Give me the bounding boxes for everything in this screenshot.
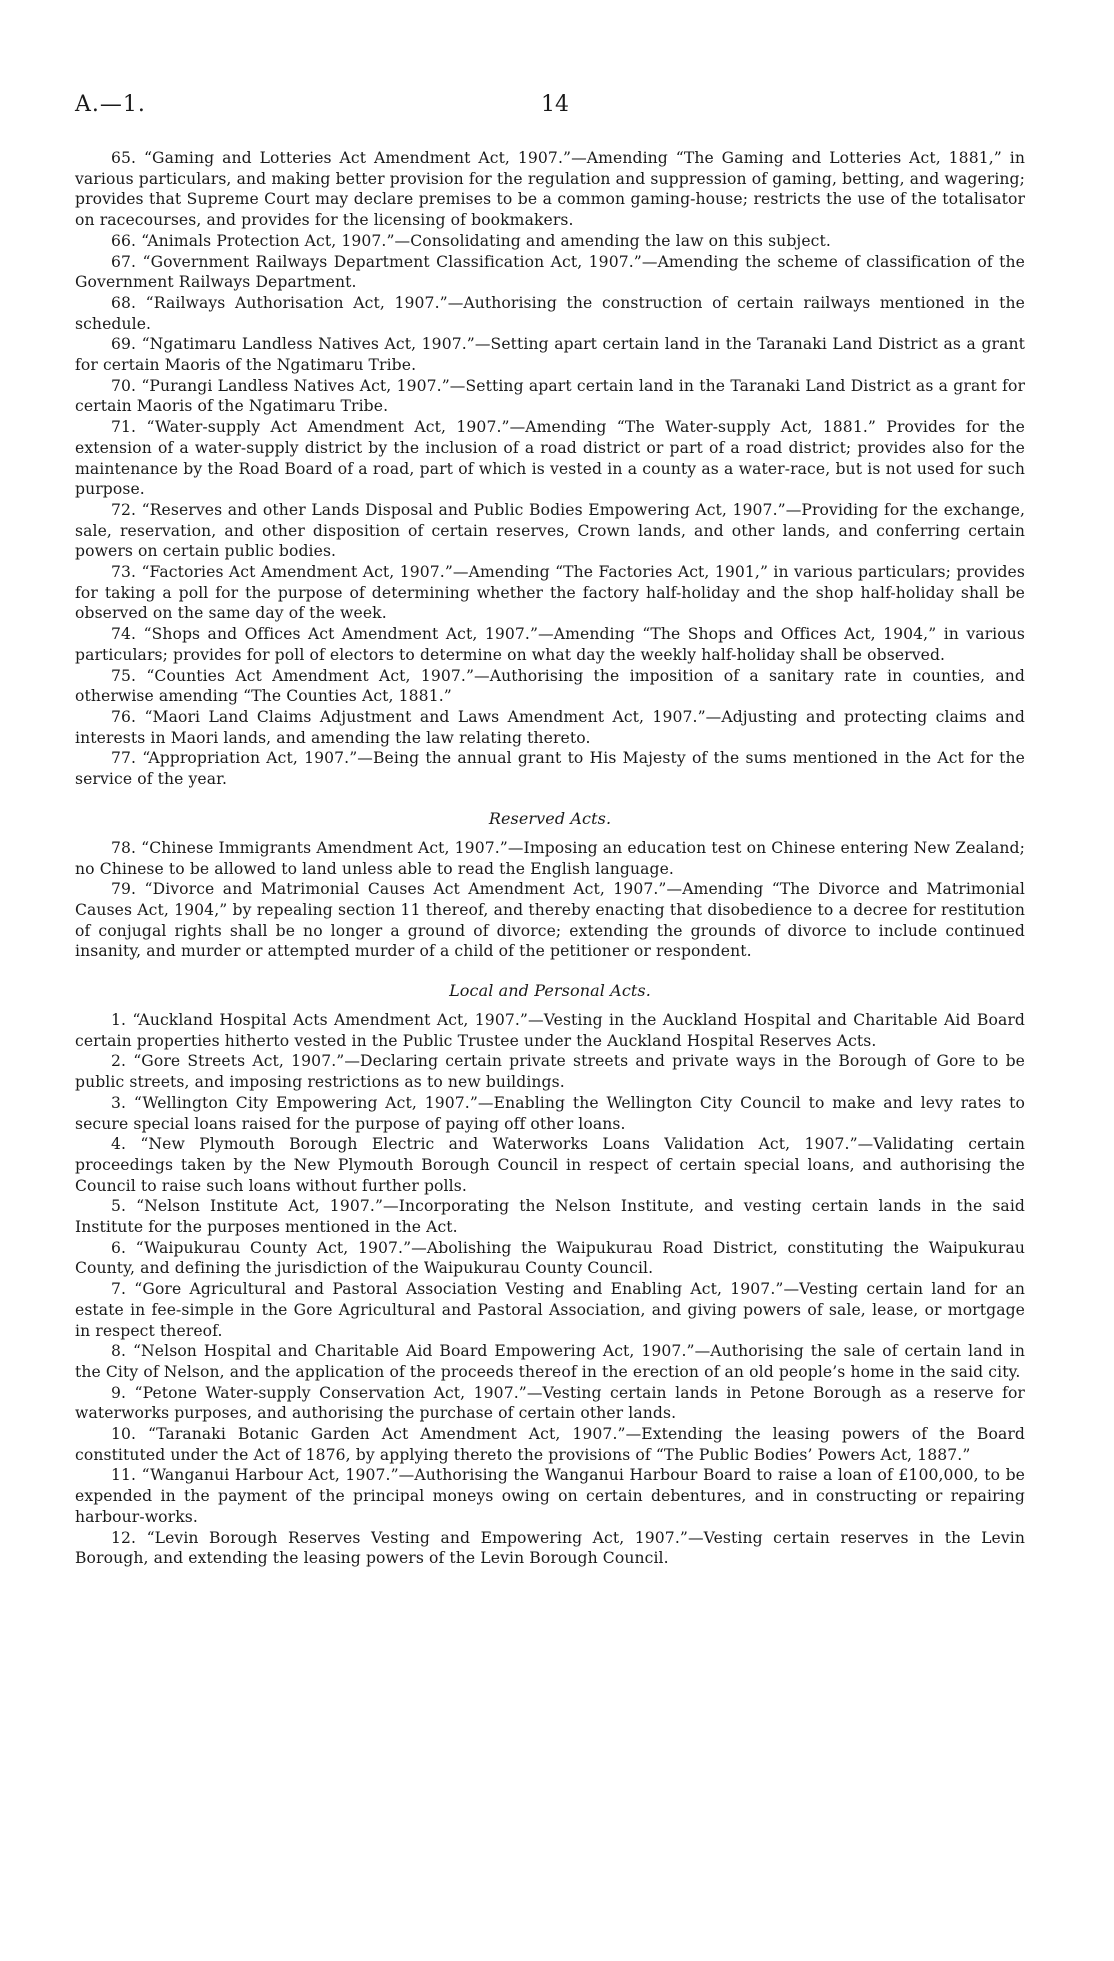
local-personal-acts-heading: Local and Personal Acts.: [449, 981, 651, 1001]
act-paragraph: 77. “Appropriation Act, 1907.”—Being the annual grant to His Majesty of the sums mentioned in the Act for the service of the year.: [75, 749, 1025, 789]
act-paragraph: 75. “Counties Act Amendment Act, 1907.”—Authorising the imposition of a sanitary rate in counties, and otherwise amending “The Counties Act, 1881.”: [75, 666, 1025, 706]
act-paragraph: 68. “Railways Authorisation Act, 1907.”—Authorising the construction of certain railways mentioned in the schedule.: [75, 293, 1025, 333]
page-reference: A.—1.: [75, 92, 146, 117]
act-paragraph: 69. “Ngatimaru Landless Natives Act, 1907.”—Setting apart certain land in the Taranaki Land District as a grant for certain Maoris of the Ngatimaru Tribe.: [75, 335, 1025, 375]
act-paragraph: 73. “Factories Act Amendment Act, 1907.”—Amending “The Factories Act, 1901,” in various particulars; provides for taking a poll for the purpose of determining whether the factory half-holiday and the shop half-holiday shall be observed on the same day of the week.: [75, 563, 1025, 623]
act-paragraph: 78. “Chinese Immigrants Amendment Act, 1907.”—Imposing an education test on Chinese entering New Zealand; no Chinese to be allowed to land unless able to read the English language.: [75, 838, 1025, 878]
act-paragraph: 8. “Nelson Hospital and Charitable Aid Board Empowering Act, 1907.”—Authorising the sale of certain land in the City of Nelson, and the application of the proceeds thereof in the erection of an old people’s home in the said city.: [75, 1342, 1025, 1381]
act-paragraph: 1. “Auckland Hospital Acts Amendment Act, 1907.”—Vesting in the Auckland Hospital and Charitable Aid Board certain properties hitherto vested in the Public Trustee under the Auckland Hospital Reserves Acts.: [75, 1011, 1025, 1050]
reserved-acts-heading: Reserved Acts.: [488, 808, 612, 828]
act-paragraph: 7. “Gore Agricultural and Pastoral Association Vesting and Enabling Act, 1907.”—Vesting certain land for an estate in fee-simple in the Gore Agricultural and Pastoral Association, and giving powers of sale, lease, or mortgage in respect thereof.: [75, 1280, 1025, 1340]
act-paragraph: 2. “Gore Streets Act, 1907.”—Declaring certain private streets and private ways in the Borough of Gore to be public streets, and imposing restrictions as to new buildings.: [75, 1052, 1025, 1092]
act-paragraph: 5. “Nelson Institute Act, 1907.”—Incorporating the Nelson Institute, and vesting certain lands in the said Institute for the purposes mentioned in the Act.: [75, 1197, 1025, 1237]
act-paragraph: 66. “Animals Protection Act, 1907.”—Consolidating and amending the law on this subject.: [111, 231, 831, 250]
act-paragraph: 65. “Gaming and Lotteries Act Amendment Act, 1907.”—Amending “The Gaming and Lotteries Act, 1881,” in various particulars, and making better provision for the regulation and suppression of gaming, betting, and wagering; provides that Supreme Court may declare premises to be a common gaming-house; restricts the use of the totalisator on racecourses, and provides for the licensing of bookmakers.: [75, 149, 1025, 230]
act-paragraph: 9. “Petone Water-supply Conservation Act, 1907.”—Vesting certain lands in Petone Borough as a reserve for waterworks purposes, and authorising the purchase of certain other lands.: [75, 1383, 1025, 1423]
act-paragraph: 72. “Reserves and other Lands Disposal and Public Bodies Empowering Act, 1907.”—Providing for the exchange, sale, reservation, and other disposition of certain reserves, Crown lands, and other lands, and conferring certain powers on certain public bodies.: [75, 500, 1025, 561]
page-header: [75, 92, 1035, 132]
act-paragraph: 76. “Maori Land Claims Adjustment and Laws Amendment Act, 1907.”—Adjusting and protecting claims and interests in Maori lands, and amending the law relating thereto.: [75, 707, 1025, 747]
act-paragraph: 11. “Wanganui Harbour Act, 1907.”—Authorising the Wanganui Harbour Board to raise a loan of £100,000, to be expended in the payment of the principal moneys owing on certain debentures, and in constructing or repairing harbour-works.: [75, 1466, 1025, 1526]
body-text: [75, 148, 1025, 1569]
act-paragraph: 3. “Wellington City Empowering Act, 1907.”—Enabling the Wellington City Council to make and levy rates to secure special loans raised for the purpose of paying off other loans.: [75, 1093, 1025, 1133]
page-number: 14: [541, 92, 569, 117]
act-paragraph: 70. “Purangi Landless Natives Act, 1907.”—Setting apart certain land in the Taranaki Land District as a grant for certain Maoris of the Ngatimaru Tribe.: [75, 376, 1025, 416]
act-paragraph: 67. “Government Railways Department Classification Act, 1907.”—Amending the scheme of classification of the Government Railways Department.: [75, 252, 1025, 292]
act-paragraph: 71. “Water-supply Act Amendment Act, 1907.”—Amending “The Water-supply Act, 1881.” Provides for the extension of a water-supply district by the inclusion of a road district or part of a road district; provides also for the maintenance by the Road Board of a road, part of which is vested in a county as a water-race, but is not used for such purpose.: [75, 418, 1025, 499]
act-paragraph: 12. “Levin Borough Reserves Vesting and Empowering Act, 1907.”—Vesting certain reserves in the Levin Borough, and extending the leasing powers of the Levin Borough Council.: [75, 1528, 1025, 1568]
act-paragraph: 6. “Waipukurau County Act, 1907.”—Abolishing the Waipukurau Road District, constituting the Waipukurau County, and defining the jurisdiction of the Waipukurau County Council.: [75, 1238, 1025, 1278]
act-paragraph: 74. “Shops and Offices Act Amendment Act, 1907.”—Amending “The Shops and Offices Act, 1904,” in various particulars; provides for poll of electors to determine on what day the weekly half-holiday shall be observed.: [75, 625, 1025, 664]
act-paragraph: 10. “Taranaki Botanic Garden Act Amendment Act, 1907.”—Extending the leasing powers of the Board constituted under the Act of 1876, by applying thereto the provisions of “The Public Bodies’ Powers Act, 1887.”: [75, 1425, 1025, 1464]
act-paragraph: 4. “New Plymouth Borough Electric and Waterworks Loans Validation Act, 1907.”—Validating certain proceedings taken by the New Plymouth Borough Council in respect of certain special loans, and authorising the Council to raise such loans without further polls.: [75, 1135, 1025, 1195]
act-paragraph: 79. “Divorce and Matrimonial Causes Act Amendment Act, 1907.”—Amending “The Divorce and Matrimonial Causes Act, 1904,” by repealing section 11 thereof, and thereby enacting that disobedience to a decree for restitution of conjugal rights shall be no longer a ground of divorce; extending the grounds of divorce to include continued insanity, and murder or attempted murder of a child of the petitioner or respondent.: [75, 880, 1025, 961]
